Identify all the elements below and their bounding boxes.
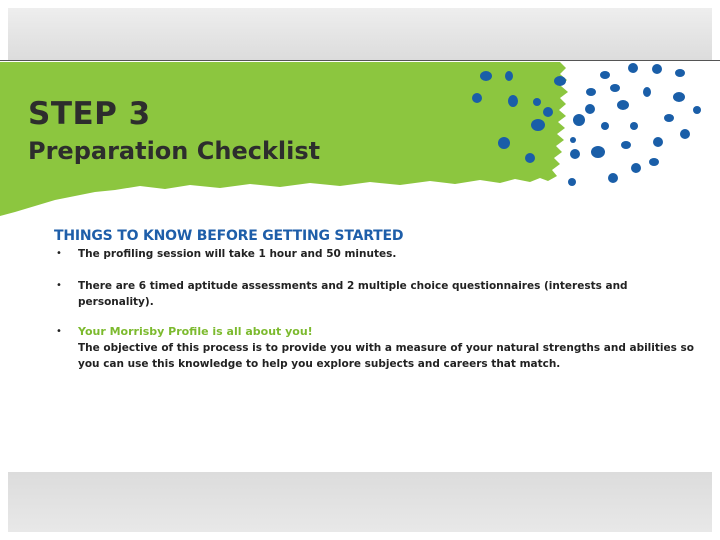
checklist-section	[54, 228, 704, 372]
checklist-item-text: The profiling session will take 1 hour and 50 minutes.	[78, 248, 397, 260]
section-heading: THINGS TO KNOW BEFORE GETTING STARTED	[54, 228, 404, 244]
bullet-marker: •	[56, 248, 62, 259]
checklist-item-text: The objective of this process is to provide you with a measure of your natural strengths and abilities so you can use this knowledge to help you explore subjects and careers that match.	[78, 342, 694, 370]
step-subtitle: Preparation Checklist	[28, 137, 321, 165]
checklist-item-session-length	[54, 246, 704, 262]
checklist-item-text: There are 6 timed aptitude assessments and 2 multiple choice questionnaires (interests and personality).	[78, 280, 628, 308]
bullet-marker: •	[56, 280, 62, 291]
checklist	[54, 246, 704, 372]
bullet-marker: •	[56, 326, 62, 337]
checklist-item-profile	[54, 324, 704, 372]
frame-divider-line	[0, 60, 720, 61]
checklist-item-assessments	[54, 278, 704, 310]
step-title: STEP 3	[28, 96, 151, 132]
checklist-item-highlight: Your Morrisby Profile is all about you!	[78, 325, 313, 338]
